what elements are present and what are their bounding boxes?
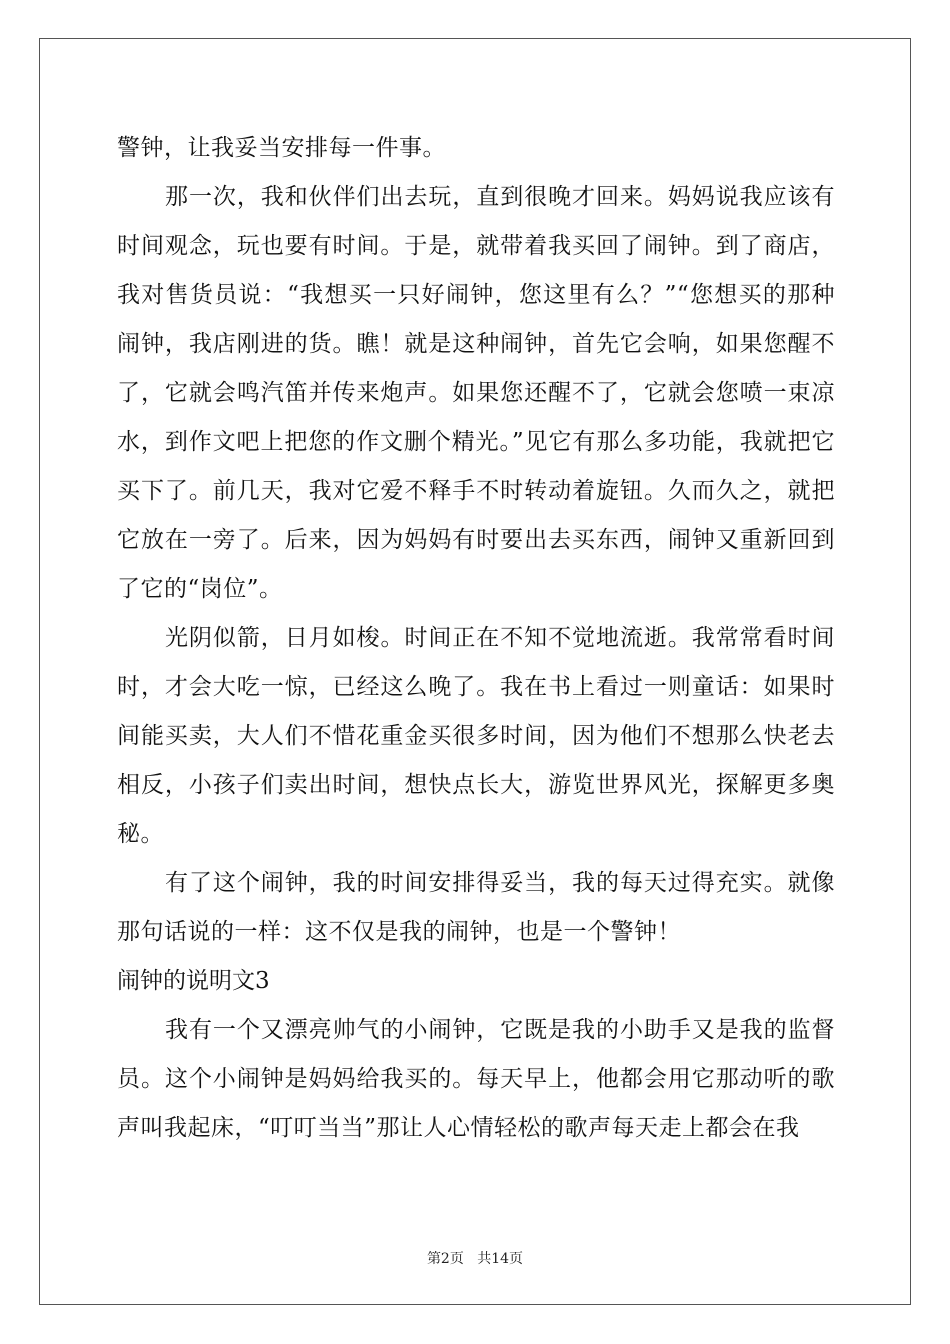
section-title: 闹钟的说明文3: [117, 968, 270, 994]
paragraph: 那一次，我和伙伴们出去玩，直到很晚才回来。妈妈说我应该有时间观念，玩也要有时间。于是，就带着我买回了闹钟。到了商店，我对售货员说：“我想买一只好闹钟，您这里有么？”“您想买的那种闹钟，我店刚进的货。瞧！就是这种闹钟，首先它会响，如果您醒不了，它就会鸣汽笛并传来炮声。如果您还醒不了，它就会您喷一束凉水，到作文吧上把您的作文删个精光。”见它有那么多功能，我就把它买下了。前几天，我对它爱不释手不时转动着旋钮。久而久之，就把它放在一旁了。后来，因为妈妈有时要出去买东西，闹钟又重新回到了它的“岗位”。: [117, 184, 835, 602]
page-footer: [0, 1248, 950, 1268]
total-pages: 共14页: [477, 1251, 524, 1267]
paragraph: 我有一个又漂亮帅气的小闹钟，它既是我的小助手又是我的监督员。这个小闹钟是妈妈给我买的。每天早上，他都会用它那动听的歌声叫我起床，“叮叮当当”那让人心情轻松的歌声每天走上都会在我: [117, 1017, 835, 1141]
document-body: [117, 124, 835, 1153]
paragraph: 有了这个闹钟，我的时间安排得妥当，我的每天过得充实。就像那句话说的一样：这不仅是我的闹钟，也是一个警钟！: [117, 870, 835, 945]
paragraph: 光阴似箭，日月如梭。时间正在不知不觉地流逝。我常常看时间时，才会大吃一惊，已经这么晚了。我在书上看过一则童话：如果时间能买卖，大人们不惜花重金买很多时间，因为他们不想那么快老去相反，小孩子们卖出时间，想快点长大，游览世界风光，探解更多奥秘。: [117, 625, 835, 847]
paragraph: 警钟，让我妥当安排每一件事。: [117, 135, 446, 161]
page-number: 第2页: [426, 1251, 464, 1267]
